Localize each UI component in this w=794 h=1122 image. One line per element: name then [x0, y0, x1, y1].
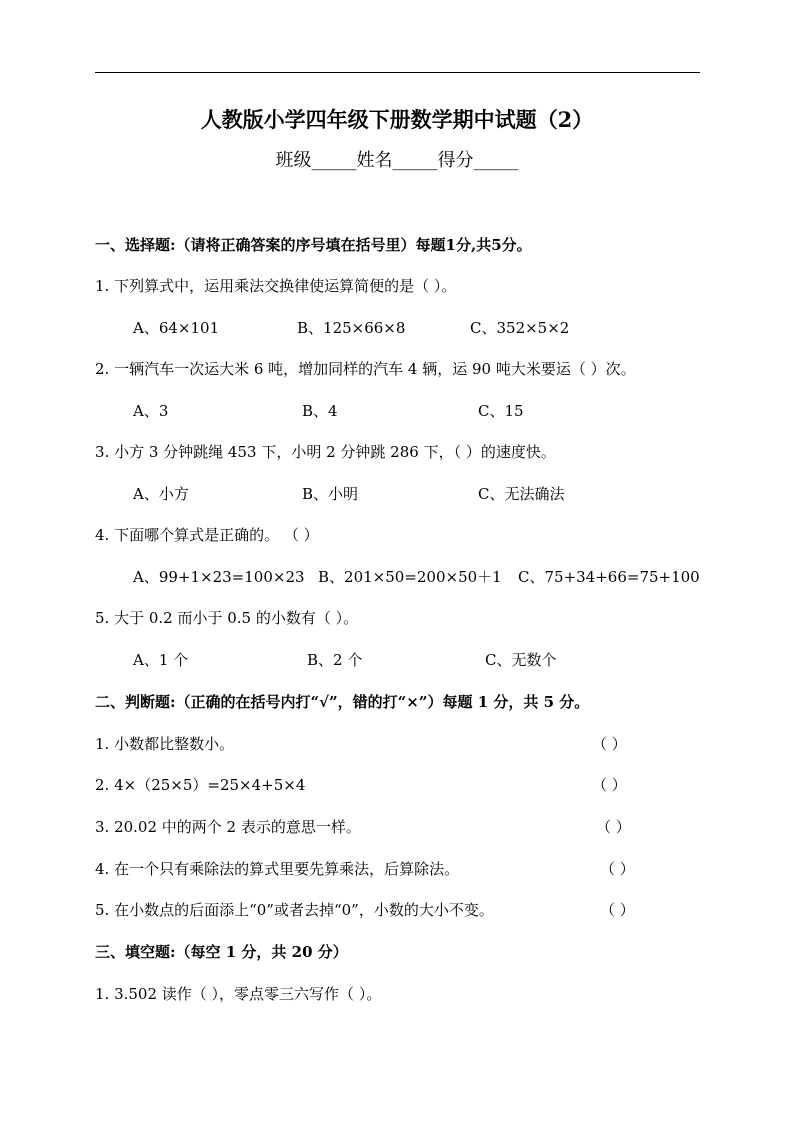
option-1-5-c: C、无数个 [485, 651, 557, 669]
section-1-heading: 一、选择题:（请将正确答案的序号填在括号里）每题1分,共5分。 [95, 236, 532, 254]
top-rule [95, 72, 700, 73]
judge-item-3: 3. 20.02 中的两个 2 表示的意思一样。 [95, 818, 361, 836]
option-1-3-c: C、无法确法 [478, 485, 565, 503]
option-1-3-b: B、小明 [302, 485, 359, 503]
option-1-2-c: C、15 [478, 402, 524, 420]
option-1-5-a: A、1 个 [133, 651, 189, 669]
judge-answer-blank-2: （ ） [592, 776, 627, 794]
judge-answer-blank-4: （ ） [600, 860, 635, 878]
option-1-1-c: C、352×5×2 [470, 319, 570, 337]
option-1-4-c: C、75+34+66=75+100 [518, 568, 700, 586]
section-3-heading: 三、填空题:（每空 1 分，共 20 分） [95, 943, 348, 961]
option-1-3-a: A、小方 [133, 485, 189, 503]
question-1-4: 4. 下面哪个算式是正确的。 （ ） [95, 526, 319, 544]
section-2-heading: 二、判断题:（正确的在括号内打“√”，错的打“×”）每题 1 分，共 5 分。 [95, 693, 590, 711]
judge-item-2: 2. 4×（25×5）=25×4+5×4 [95, 776, 306, 794]
judge-answer-blank-5: （ ） [600, 901, 635, 919]
option-1-5-b: B、2 个 [307, 651, 363, 669]
judge-answer-blank-1: （ ） [592, 735, 627, 753]
question-1-5: 5. 大于 0.2 而小于 0.5 的小数有（ ）。 [95, 609, 359, 627]
option-1-4-a: A、99+1×23=100×23 [133, 568, 305, 586]
judge-item-4: 4. 在一个只有乘除法的算式里要先算乘法，后算除法。 [95, 860, 460, 878]
question-1-3: 3. 小方 3 分钟跳绳 453 下，小明 2 分钟跳 286 下，（ ）的速度快。 [95, 443, 556, 461]
question-1-1: 1. 下列算式中，运用乘法交换律使运算简便的是（ ）。 [95, 277, 457, 295]
option-1-1-a: A、64×101 [133, 319, 220, 337]
page-title: 人教版小学四年级下册数学期中试题（2） [200, 107, 594, 132]
fill-question-1: 1. 3.502 读作（ ），零点零三六写作（ ）。 [95, 985, 382, 1003]
option-1-2-b: B、4 [302, 402, 338, 420]
student-info-line: 班级_____姓名_____得分_____ [275, 150, 519, 171]
judge-item-1: 1. 小数都比整数小。 [95, 735, 235, 753]
judge-item-5: 5. 在小数点的后面添上“0”或者去掉“0”，小数的大小不变。 [95, 901, 494, 919]
option-1-2-a: A、3 [133, 402, 169, 420]
question-1-2: 2. 一辆汽车一次运大米 6 吨，增加同样的汽车 4 辆，运 90 吨大米要运（ ）次。 [95, 360, 636, 378]
judge-answer-blank-3: （ ） [596, 818, 631, 836]
option-1-4-b: B、201×50=200×50＋1 [318, 568, 502, 586]
option-1-1-b: B、125×66×8 [297, 319, 406, 337]
